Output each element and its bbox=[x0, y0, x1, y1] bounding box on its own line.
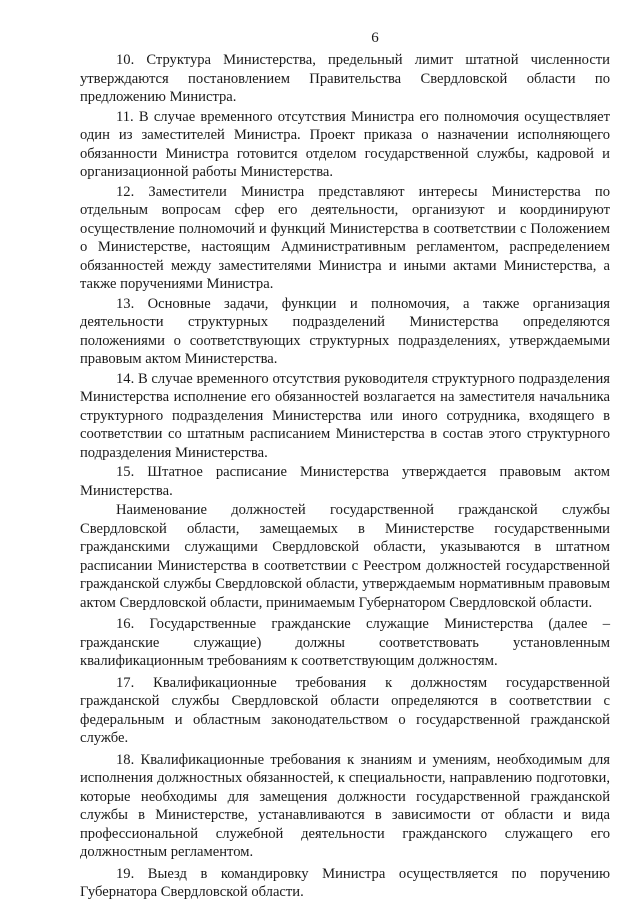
page-number: 6 bbox=[371, 30, 379, 46]
paragraph-18: 18. Квалификационные требования к знаниям и умениям, необходимым для исполнения должностных обязанностей, к специальности, направлению подготовки, которые необходимы для замещения должности государственной гражданской службы в Министерстве, устанавливаются в зависимости от области и вида профессиональной служебной деятельности гражданского служащего его должностным регламентом. bbox=[80, 751, 610, 860]
paragraph-15-continued: Наименование должностей государственной гражданской службы Свердловской области, замещаемых в Министерстве государственными гражданскими служащими Свердловской области, указываются в штатном расписании Министерства в соответствии с Реестром должностей государственной гражданской службы Свердловской области, утверждаемым нормативным правовым актом Свердловской области, принимаемым Губернатором Свердловской области. bbox=[80, 502, 610, 611]
paragraph-12: 12. Заместители Министра представляют интересы Министерства по отдельным вопросам сфер его деятельности, организуют и координируют осуществление полномочий и функций Министерства в соответствии с Положением о Министерстве, настоящим Административным регламентом, распределением обязанностей между заместителями Министра и иными актами Министерства, а также поручениями Министра. bbox=[80, 183, 610, 292]
document-body bbox=[80, 51, 610, 902]
paragraph-13: 13. Основные задачи, функции и полномочия, а также организация деятельности структурных подразделений Министерства определяются положениями о соответствующих структурных подразделениях, утверждаемыми правовым актом Министерства. bbox=[80, 295, 610, 367]
paragraph-10: 10. Структура Министерства, предельный лимит штатной численности утверждаются постановлением Правительства Свердловской области по предложению Министра. bbox=[80, 52, 610, 105]
paragraph-16: 16. Государственные гражданские служащие Министерства (далее – гражданские служащие) должны соответствовать установленным квалификационным требованиям к соответствующим должностям. bbox=[80, 616, 610, 669]
paragraph-17: 17. Квалификационные требования к должностям государственной гражданской службы Свердловской области определяются в соответствии с федеральным и областным законодательством о государственной гражданской службе. bbox=[80, 674, 610, 746]
paragraph-14: 14. В случае временного отсутствия руководителя структурного подразделения Министерства исполнение его обязанностей возлагается на заместителя начальника структурного подразделения Министерства или иного сотрудника, входящего в соответствии со штатным расписанием Министерства в состав этого структурного подразделения Министерства. bbox=[80, 370, 610, 461]
paragraph-11: 11. В случае временного отсутствия Министра его полномочия осуществляет один из заместителей Министра. Проект приказа о назначении исполняющего обязанности Министра готовится отделом государственной службы, кадровой и организационной работы Министерства. bbox=[80, 108, 610, 180]
paragraph-15: 15. Штатное расписание Министерства утверждается правовым актом Министерства. bbox=[80, 464, 610, 499]
paragraph-19: 19. Выезд в командировку Министра осуществляется по поручению Губернатора Свердловской области. bbox=[80, 865, 610, 900]
